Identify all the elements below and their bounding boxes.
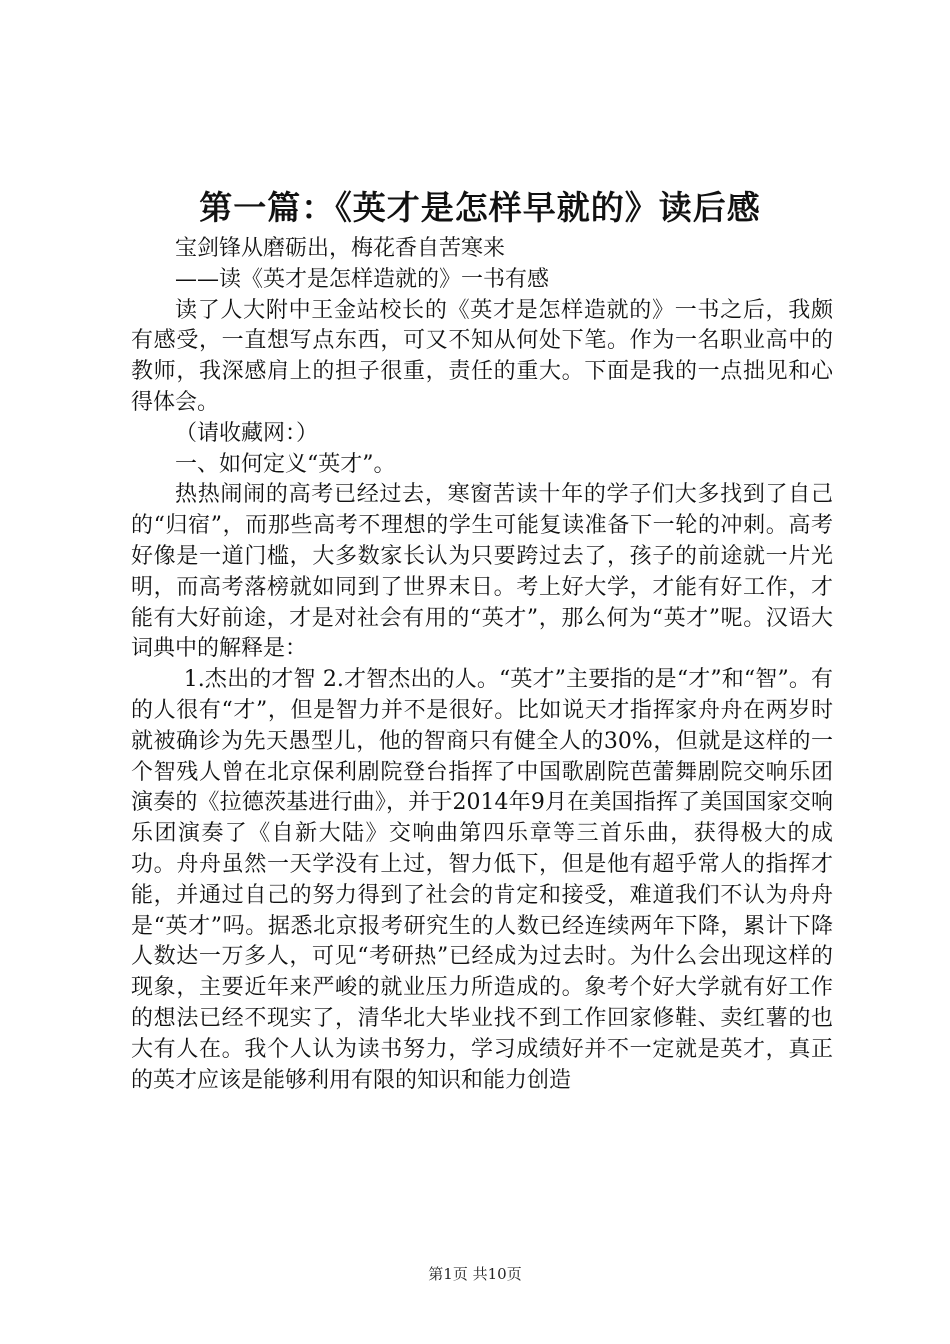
paragraph-gaokao: 热热闹闹的高考已经过去，寒窗苦读十年的学子们大多找到了自己的“归宿”，而那些高考不理想的学生可能复读准备下一轮的冲刺。高考好像是一道门槛，大多数家长认为只要跨过去了，孩子的前途就一片光明，而高考落榜就如同到了世界末日。考上好大学，才能有好工作，才能有大好前途，才是对社会有用的“英才”，那么何为“英才”呢。汉语大词典中的解释是： xyxy=(131,482,833,662)
subtitle-line-2: ——读《英才是怎样造就的》一书有感 xyxy=(175,266,550,292)
paragraph-note: （请收藏网：） xyxy=(175,420,319,446)
paragraph-intro: 读了人大附中王金站校长的《英才是怎样造就的》一书之后，我颇有感受，一直想写点东西，可又不知从何处下笔。作为一名职业高中的教师，我深感肩上的担子很重，责任的重大。下面是我的一点拙见和心得体会。 xyxy=(131,297,833,415)
document-title: 第一篇：《英才是怎样早就的》读后感 xyxy=(199,188,761,227)
section-heading: 一、如何定义“英才”。 xyxy=(175,451,396,477)
paragraph-definition: 1.杰出的才智 2.才智杰出的人。“英才”主要指的是“才”和“智”。有的人很有“才”，但是智力并不是很好。比如说天才指挥家舟舟在两岁时就被确诊为先天愚型儿，他的智商只有健全人的30%，但就是这样的一个智残人曾在北京保利剧院登台指挥了中国歌剧院芭蕾舞剧院交响乐团演奏的《拉德茨基进行曲》，并于2014年9月在美国指挥了美国国家交响乐团演奏了《自新大陆》交响曲第四乐章等三首乐曲，获得极大的成功。舟舟虽然一天学没有上过，智力低下，但是他有超乎常人的指挥才能，并通过自己的努力得到了社会的肯定和接受，难道我们不认为舟舟是“英才”吗。据悉北京报考研究生的人数已经连续两年下降，累计下降人数达一万多人，可见“考研热”已经成为过去时。为什么会出现这样的现象，主要近年来严峻的就业压力所造成的。象考个好大学就有好工作的想法已经不现实了，清华北大毕业找不到工作回家修鞋、卖红薯的也大有人在。我个人认为读书努力，学习成绩好并不一定就是英才，真正的英才应该是能够利用有限的知识和能力创造 xyxy=(131,667,833,1093)
document-body xyxy=(131,234,833,1096)
subtitle-line-1: 宝剑锋从磨砺出，梅花香自苦寒来 xyxy=(175,236,506,261)
page-footer: 第1页 共10页 xyxy=(428,1265,522,1283)
